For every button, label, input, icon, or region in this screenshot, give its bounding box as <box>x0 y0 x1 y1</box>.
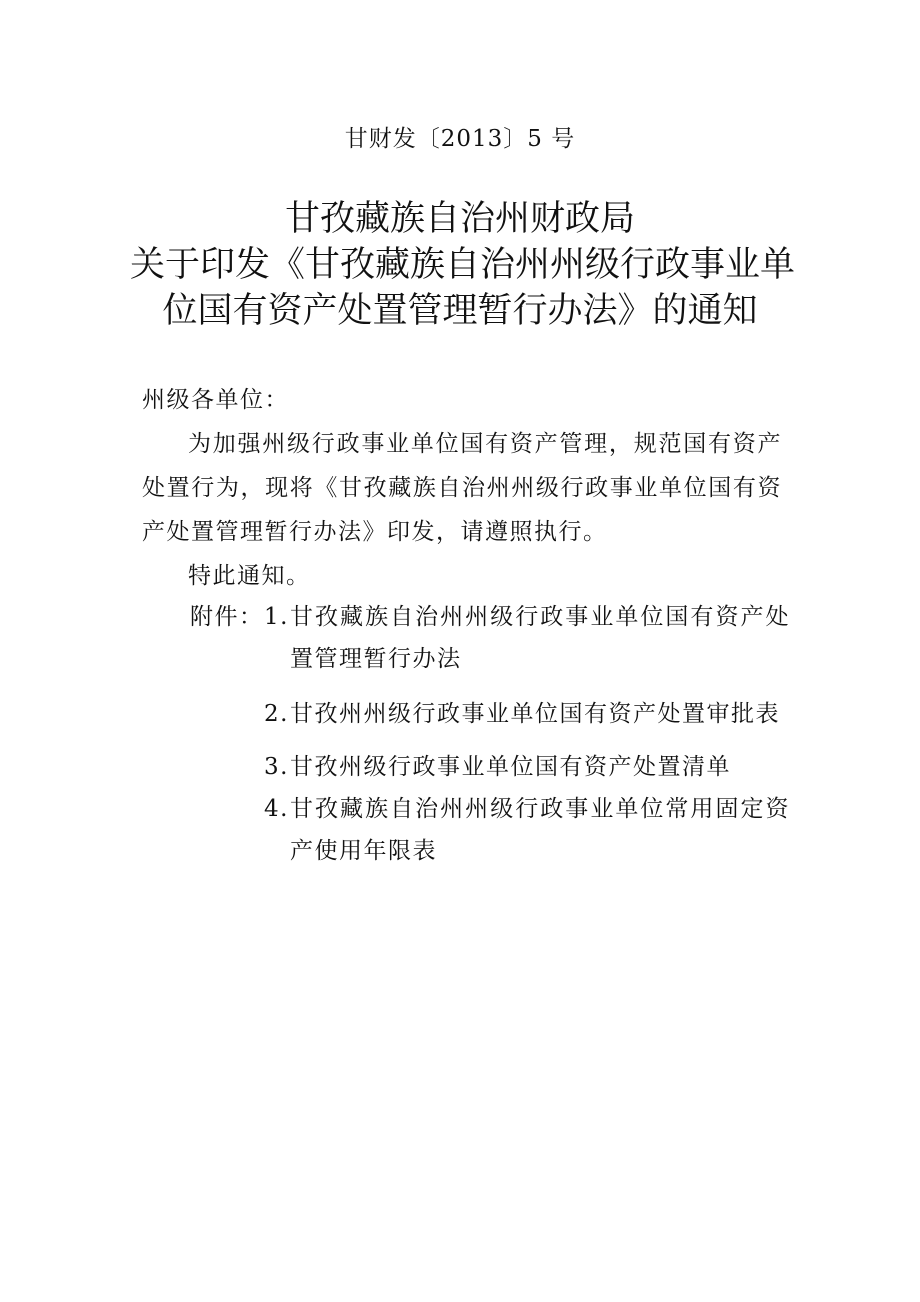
attachment-title: 甘孜州州级行政事业单位国有资产处置审批表 <box>290 701 780 727</box>
attachment-number: 1. <box>264 604 289 630</box>
attachment-number: 3. <box>264 754 289 780</box>
attachment-number: 4. <box>264 796 289 822</box>
attachment-title: 甘孜藏族自治州州级行政事业单位国有资产处置管理暂行办法 <box>290 604 790 672</box>
body-paragraph: 为加强州级行政事业单位国有资产管理，规范国有资产处置行为，现将《甘孜藏族自治州州级行政事业单位国有资产处置管理暂行办法》印发，请遵照执行。 <box>142 431 782 545</box>
attachment-item <box>190 596 790 680</box>
document-title <box>130 196 796 334</box>
title-line-3: 位国有资产处置管理暂行办法》的通知 <box>162 291 758 331</box>
attachment-item <box>190 788 790 872</box>
attachment-title: 甘孜州级行政事业单位国有资产处置清单 <box>290 754 731 780</box>
document-number: 甘财发〔2013〕5 号 <box>344 126 576 152</box>
title-line-2: 关于印发《甘孜藏族自治州州级行政事业单 <box>130 245 796 285</box>
closing-line: 特此通知。 <box>188 563 311 589</box>
attachment-item <box>190 686 790 742</box>
attachment-title: 甘孜藏族自治州州级行政事业单位常用固定资产使用年限表 <box>290 796 790 864</box>
attachments-label: 附件： <box>190 604 264 630</box>
title-line-1: 甘孜藏族自治州财政局 <box>284 199 635 239</box>
salutation: 州级各单位： <box>142 387 289 413</box>
attachment-item <box>190 746 790 788</box>
attachment-number: 2. <box>264 701 289 727</box>
attachments-list <box>190 596 790 872</box>
